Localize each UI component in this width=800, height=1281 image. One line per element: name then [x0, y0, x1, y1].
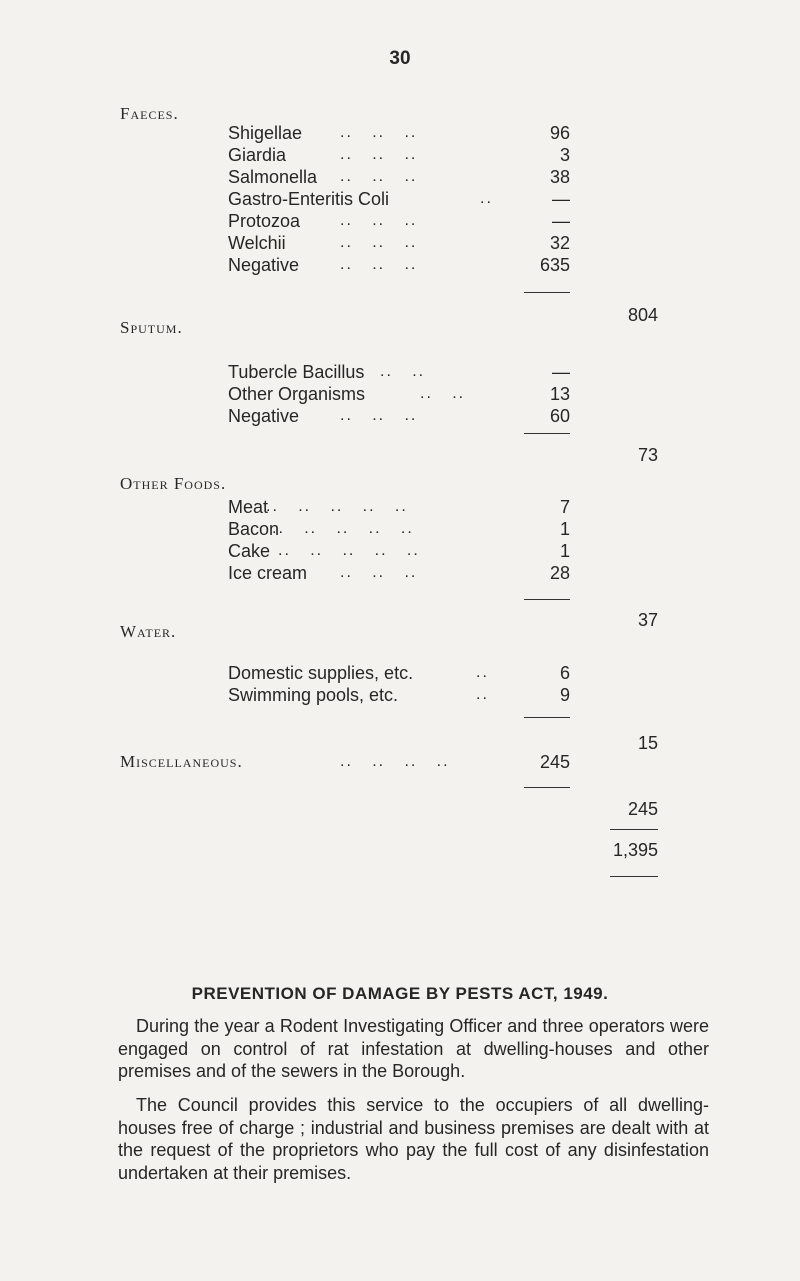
subtotal-rule — [524, 433, 570, 434]
row-value: 3 — [559, 145, 570, 165]
row-value: 635 — [539, 255, 570, 275]
row-value: 245 — [539, 752, 570, 772]
row-label: Protozoa — [228, 211, 301, 231]
row-value: 28 — [549, 563, 570, 583]
leader-dots: .. .. — [380, 363, 426, 380]
row-label: Ice cream — [228, 563, 308, 583]
row-label: Swimming pools, etc. — [228, 685, 399, 705]
row-label: Meat — [228, 497, 269, 517]
leader-dots: .. .. .. — [340, 256, 418, 273]
leader-dots: .. .. .. — [340, 168, 418, 185]
leader-dots: .. — [480, 190, 493, 207]
row-label: Tubercle Bacillus — [228, 362, 365, 382]
row-label: Domestic supplies, etc. — [228, 663, 414, 683]
subtotal-rule — [524, 787, 570, 788]
row-label: Shigellae — [228, 123, 303, 143]
section-title-sputum: Sputum. — [120, 318, 183, 337]
subtotal-rule — [524, 292, 570, 293]
page-number: 30 — [389, 48, 411, 69]
leader-dots: .. — [476, 664, 489, 681]
grand-total-underline — [610, 876, 658, 877]
section-title-miscellaneous: Miscellaneous. — [120, 752, 243, 771]
row-value: 1 — [559, 541, 570, 561]
leader-dots: .. .. .. .. .. — [266, 498, 408, 515]
row-value: 6 — [559, 663, 570, 683]
row-label: Gastro-Enteritis Coli — [228, 189, 390, 209]
leader-dots: .. .. .. .. .. — [272, 520, 414, 537]
section-total: 15 — [637, 733, 658, 753]
grand-total-rule — [610, 829, 658, 830]
row-value: 7 — [559, 497, 570, 517]
leader-dots: .. .. .. — [340, 407, 418, 424]
row-label: Welchii — [228, 233, 286, 253]
row-value: 96 — [549, 123, 570, 143]
grand-total: 1,395 — [612, 840, 658, 860]
leader-dots: .. .. .. — [340, 234, 418, 251]
section-total: 245 — [627, 799, 658, 819]
row-value: 60 — [549, 406, 570, 426]
section-title-other-foods: Other Foods. — [120, 474, 227, 493]
row-value: 9 — [559, 685, 570, 705]
section-title-faeces: Faeces. — [120, 104, 179, 123]
leader-dots: .. .. .. — [340, 564, 418, 581]
subtotal-rule — [524, 599, 570, 600]
row-value: 32 — [549, 233, 570, 253]
leader-dots: .. .. .. .. .. — [278, 542, 420, 559]
row-label: Salmonella — [228, 167, 318, 187]
row-value: — — [552, 362, 570, 382]
row-label: Negative — [228, 406, 300, 426]
row-value: 38 — [549, 167, 570, 187]
row-label: Negative — [228, 255, 300, 275]
paragraph-rodent-officer: During the year a Rodent Investigating Officer and three operators were engaged on control of rat infestation at dwelling-houses and other premises and of the sewers in the Borough. — [118, 1016, 709, 1081]
row-value: — — [552, 211, 570, 231]
row-value: 13 — [549, 384, 570, 404]
leader-dots: .. .. .. — [340, 124, 418, 141]
section-total: 804 — [627, 305, 658, 325]
row-label: Cake — [228, 541, 271, 561]
section-heading-pests-act: PREVENTION OF DAMAGE BY PESTS ACT, 1949. — [191, 984, 609, 1003]
row-label: Giardia — [228, 145, 287, 165]
row-label: Bacon — [228, 519, 280, 539]
leader-dots: .. .. .. — [340, 146, 418, 163]
leader-dots: .. .. .. .. — [340, 753, 450, 770]
section-title-water: Water. — [120, 622, 177, 641]
row-label: Other Organisms — [228, 384, 366, 404]
subtotal-rule — [524, 717, 570, 718]
leader-dots: .. .. .. — [340, 212, 418, 229]
row-value: 1 — [559, 519, 570, 539]
section-total: 73 — [637, 445, 658, 465]
leader-dots: .. — [476, 686, 489, 703]
row-value: — — [552, 189, 570, 209]
leader-dots: .. .. — [420, 385, 466, 402]
paragraph-council-service: The Council provides this service to the occupiers of all dwelling-houses free of charge ; industrial and business premises are dealt with at the request of the proprietors who pay the full cost of any disinfestation undertaken at their premises. — [118, 1095, 709, 1183]
section-total: 37 — [637, 610, 658, 630]
